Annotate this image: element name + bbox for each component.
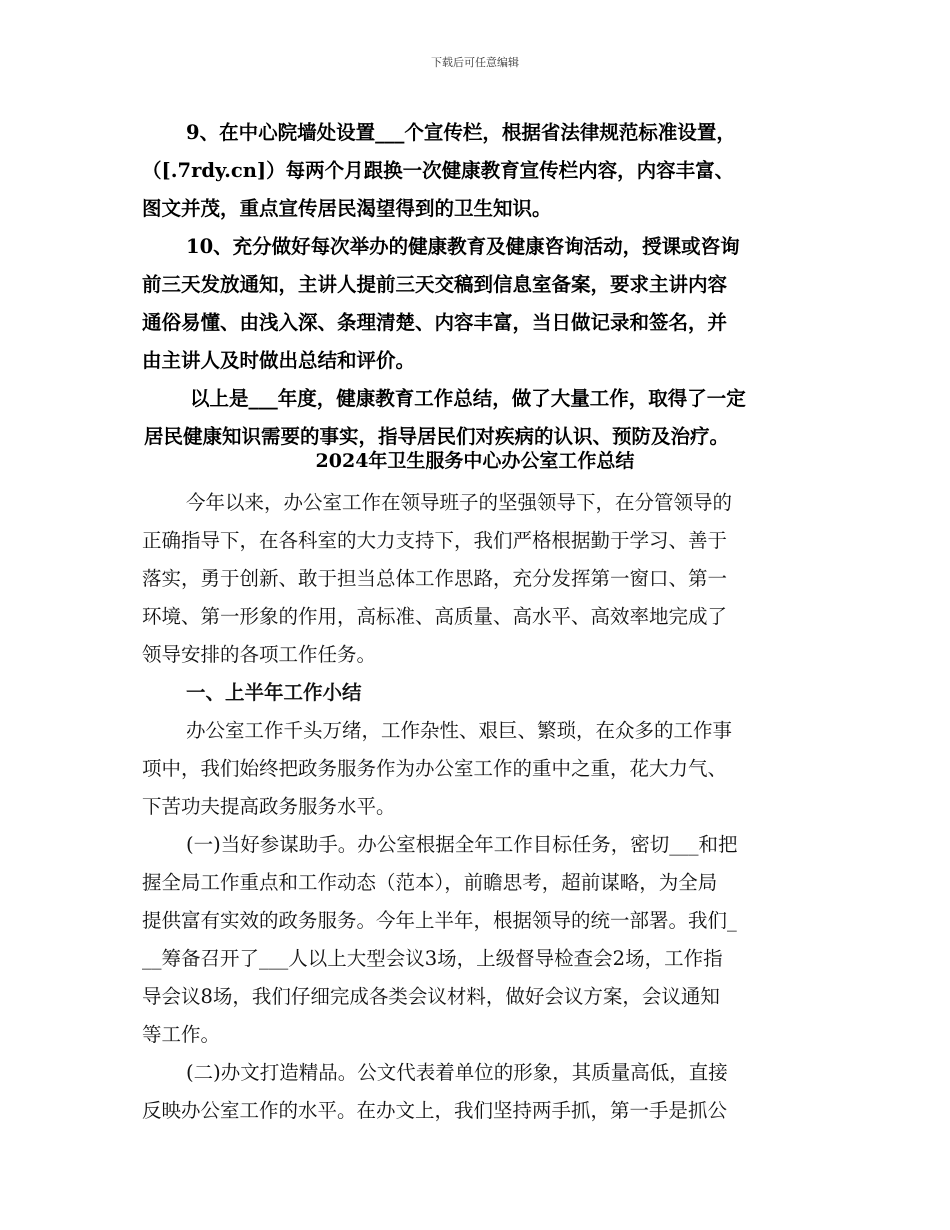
paragraph-item-10: [142, 228, 822, 380]
text-line: 项中，我们始终把政务服务作为办公室工作的重中之重，花大力气、: [142, 757, 728, 780]
item1-paragraph: [142, 826, 812, 1054]
text-line: 居民健康知识需要的事实，指导居民们对疾病的认识、预防及治疗。: [144, 425, 730, 448]
text-line: 提供富有实效的政务服务。今年上半年，根据领导的统一部署。我们_: [142, 909, 737, 932]
intro-paragraph: [142, 484, 812, 674]
header-note: 下载后可任意编辑: [431, 56, 519, 69]
document-title: 2024年卫生服务中心办公室工作总结: [315, 450, 635, 472]
section-heading-text: 一、上半年工作小结: [186, 681, 362, 704]
text-line: 落实，勇于创新、敢于担当总体工作思路，充分发挥第一窗口、第一: [142, 567, 728, 590]
text-line: 10、充分做好每次举办的健康教育及健康咨询活动，授课或咨询: [186, 235, 740, 258]
text-line: 办公室工作千头万绪，工作杂性、艰巨、繁琐，在众多的工作事: [186, 719, 733, 742]
text-line: 以上是___年度，健康教育工作总结，做了大量工作，取得了一定: [190, 387, 746, 410]
text-line: (二)办文打造精品。公文代表着单位的形象，其质量高低，直接: [186, 1061, 728, 1084]
text-line: 通俗易懂、由浅入深、条理清楚、内容丰富，当日做记录和签名，并: [142, 311, 728, 334]
text-line: （[.7rdy.cn]）每两个月跟换一次健康教育宣传栏内容，内容丰富、: [142, 159, 735, 182]
text-line: 领导安排的各项工作任务。: [142, 643, 377, 666]
paragraph-item-9: [142, 114, 822, 228]
text-line: 下苦功夫提高政务服务水平。: [142, 795, 396, 818]
text-line: 前三天发放通知，主讲人提前三天交稿到信息室备案，要求主讲内容: [142, 273, 728, 296]
text-line: 握全局工作重点和工作动态（范本），前瞻思考，超前谋略，为全局: [142, 871, 718, 894]
section1-paragraph: [142, 712, 812, 826]
text-line: 环境、第一形象的作用，高标准、高质量、高水平、高效率地完成了: [142, 605, 728, 628]
text-line: 由主讲人及时做出总结和评价。: [142, 349, 416, 372]
summary-paragraph: [144, 380, 826, 456]
text-line: 导会议8场，我们仔细完成各类会议材料，做好会议方案，会议通知: [142, 985, 720, 1008]
text-line: 等工作。: [142, 1023, 221, 1046]
text-line: (一)当好参谋助手。办公室根据全年工作目标任务，密切___和把: [186, 833, 738, 856]
section-heading: [142, 674, 812, 712]
text-line: 今年以来，办公室工作在领导班子的坚强领导下，在分管领导的: [186, 491, 733, 514]
text-line: 图文并茂，重点宣传居民渴望得到的卫生知识。: [142, 197, 552, 220]
text-line: 正确指导下，在各科室的大力支持下，我们严格根据勤于学习、善于: [142, 529, 728, 552]
text-line: 9、在中心院墙处设置___个宣传栏，根据省法律规范标准设置，: [186, 121, 736, 144]
text-line: __筹备召开了___人以上大型会议3场，上级督导检查会2场，工作指: [142, 947, 723, 970]
item2-paragraph: [142, 1054, 812, 1130]
text-line: 反映办公室工作的水平。在办文上，我们坚持两手抓，第一手是抓公: [142, 1099, 728, 1122]
